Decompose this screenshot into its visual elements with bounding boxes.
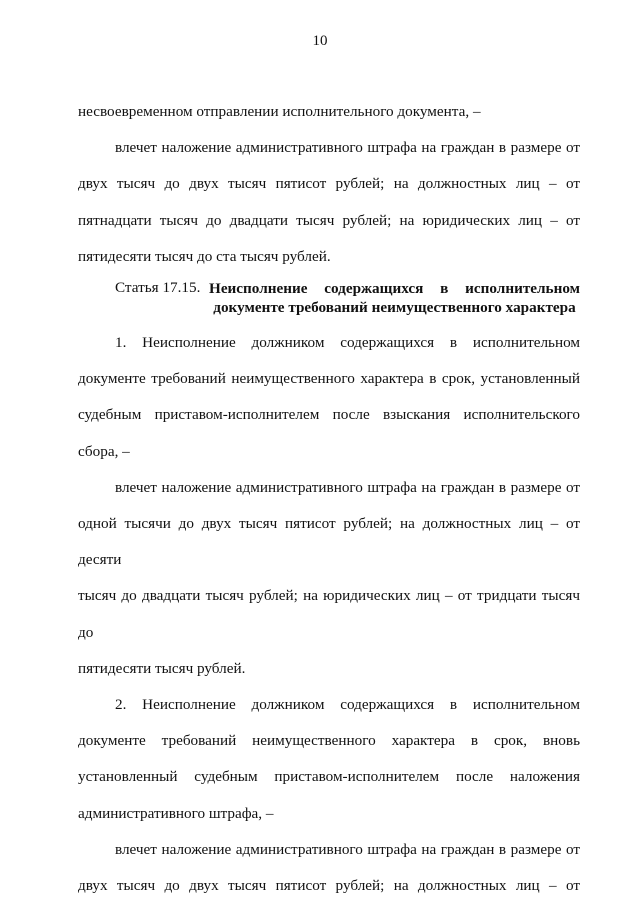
text-line: влечет наложение административного штрафа на граждан в размере от <box>115 840 580 858</box>
article-number: Статья 17.15. <box>115 279 201 297</box>
text-line: сбора, – <box>78 442 130 460</box>
text-line: пятидесяти тысяч рублей. <box>78 659 246 677</box>
text-line: одной тысячи до двух тысяч пятисот рублей; на должностных лиц – от десяти <box>78 515 580 569</box>
text-line: установленный судебным приставом-исполнителем после наложения <box>78 768 580 786</box>
text-line: тысяч до двадцати тысяч рублей; на юридических лиц – от тридцати тысяч до <box>78 587 580 641</box>
text-line: несвоевременном отправлении исполнительного документа, – <box>78 103 481 120</box>
text-line: документе требований неимущественного характера в срок, установленный <box>78 370 580 388</box>
article-title-line: документе требований неимущественного характера <box>213 299 576 317</box>
article-title-line: Неисполнение содержащихся в исполнительном <box>209 280 580 298</box>
text-line: 1. Неисполнение должником содержащихся в исполнительном <box>115 334 580 352</box>
text-line: двух тысяч до двух тысяч пятисот рублей; на должностных лиц – от <box>78 175 580 193</box>
article-title <box>205 279 580 317</box>
text-line: 2. Неисполнение должником содержащихся в исполнительном <box>115 696 580 714</box>
text-line: пятидесяти тысяч до ста тысяч рублей. <box>78 247 331 265</box>
article-heading <box>78 279 580 317</box>
text-line: административного штрафа, – <box>78 804 274 822</box>
paragraph-penalty-3 <box>78 832 580 904</box>
paragraph-part-1 <box>78 325 580 470</box>
text-line: влечет наложение административного штрафа на граждан в размере от <box>115 478 580 496</box>
text-line: документе требований неимущественного характера в срок, вновь <box>78 732 580 750</box>
page-number: 10 <box>312 33 328 49</box>
paragraph-penalty-2 <box>78 470 580 687</box>
paragraph-continuation <box>78 94 580 130</box>
paragraph-part-2 <box>78 687 580 832</box>
text-line: двух тысяч до двух тысяч пятисот рублей; на должностных лиц – от <box>78 877 580 895</box>
text-line: пятнадцати тысяч до двадцати тысяч рублей; на юридических лиц – от <box>78 211 580 229</box>
text-line: влечет наложение административного штрафа на граждан в размере от <box>115 139 580 157</box>
document-body <box>78 94 580 904</box>
text-line: судебным приставом-исполнителем после взыскания исполнительского <box>78 406 580 424</box>
paragraph-penalty-1 <box>78 130 580 275</box>
